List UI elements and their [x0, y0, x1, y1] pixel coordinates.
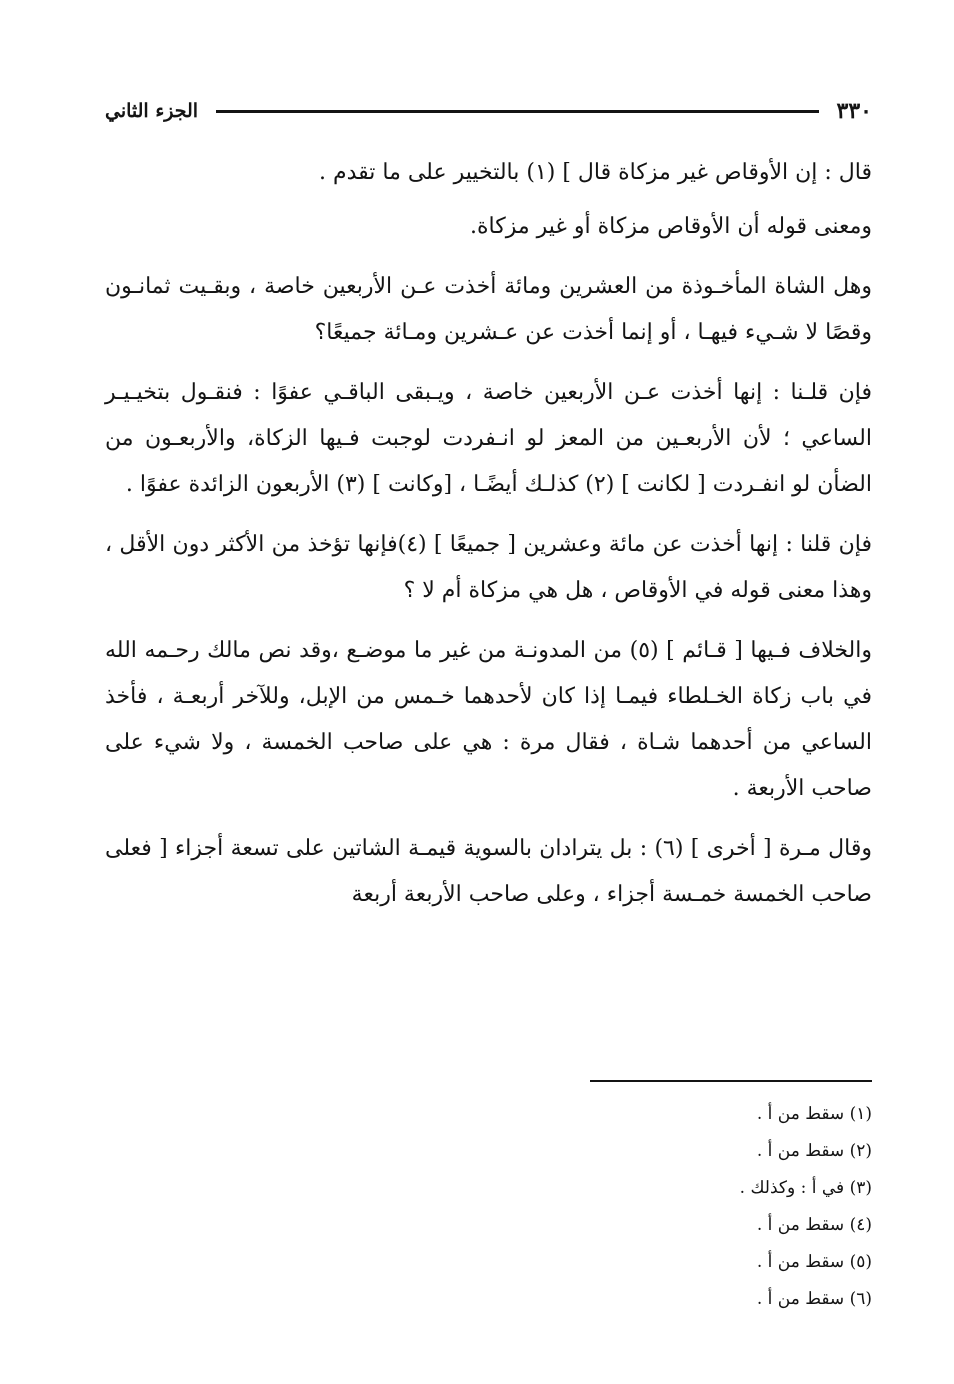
paragraph: فإن قلـنا : إنها أخذت عـن الأربعين خاصة ، ويـبقى الباقـي عفوًا : فنقـول بتخيـيـر الساعي ؛ لأن الأربعـين من المعز لو انـفردت لوجبت فـيها الزكاة، والأربعـون من الضأن لو انفـردت [ لكانت ] (٢) كذلـك أيضًـا ، [وكانت ] (٣) الأربعون الزائدة عفوًا . — [105, 380, 872, 497]
paragraph: وهل الشاة المأخـوذة من العشرين ومائة أخذت عـن الأربعين خاصة ، وبقـيت ثمانـون وقصًا لا شـيء فيهـا ، أو إنما أخذت عن عـشرين ومـائة جميعًا؟ — [105, 274, 872, 345]
paragraph: ومعنى قوله أن الأوقاص مزكاة أو غير مزكاة. — [470, 214, 872, 239]
footnotes — [372, 1096, 872, 1318]
footnote: (٥) سقط من أ . — [756, 1252, 872, 1272]
page-number: ٣٣٠ — [836, 98, 872, 124]
main-text — [105, 150, 872, 932]
footnote-separator — [590, 1080, 872, 1082]
paragraph: فإن قلنا : إنها أخذت عن مائة وعشرين [ جميعًا ] (٤)فإنها تؤخذ من الأكثر دون الأقل ، وهذا معنى قوله في الأوقاص ، هل هي مزكاة أم لا ؟ — [105, 532, 873, 603]
footnote: (٣) في أ : وكذلك . — [739, 1178, 872, 1198]
header-rule — [216, 110, 818, 113]
paragraph: والخلاف فـيها [ قـائم ] (٥) من المدونـة من غير ما موضـع ،وقد نص مالك رحـمه الله في باب زكاة الخـلطاء فيمـا إذا كان لأحدهما خـمس من الإبل، وللآخر أربعـة ، فأخذ الساعي من أحدهما شـاة ، فقال مرة : هي على صاحب الخمسة ، ولا شيء على صاحب الأربعة . — [105, 638, 872, 801]
paragraph: قال : إن الأوقاص غير مزكاة قال ] (١) بالتخيير على ما تقدم . — [318, 160, 872, 185]
paragraph: وقال مـرة [ أخرى ] (٦) : بل يترادان بالسوية قيمـة الشاتين على تسعة أجزاء [ فعلى صاحب الخمسة خمـسة أجزاء ، وعلى صاحب الأربعة أربعة — [105, 836, 872, 907]
running-title: الجزء الثاني — [105, 100, 199, 122]
footnote: (٤) سقط من أ . — [756, 1215, 872, 1235]
page-header — [105, 94, 872, 128]
footnote: (٦) سقط من أ . — [756, 1289, 872, 1309]
footnote: (١) سقط من أ . — [756, 1104, 872, 1124]
footnote: (٢) سقط من أ . — [756, 1141, 872, 1161]
